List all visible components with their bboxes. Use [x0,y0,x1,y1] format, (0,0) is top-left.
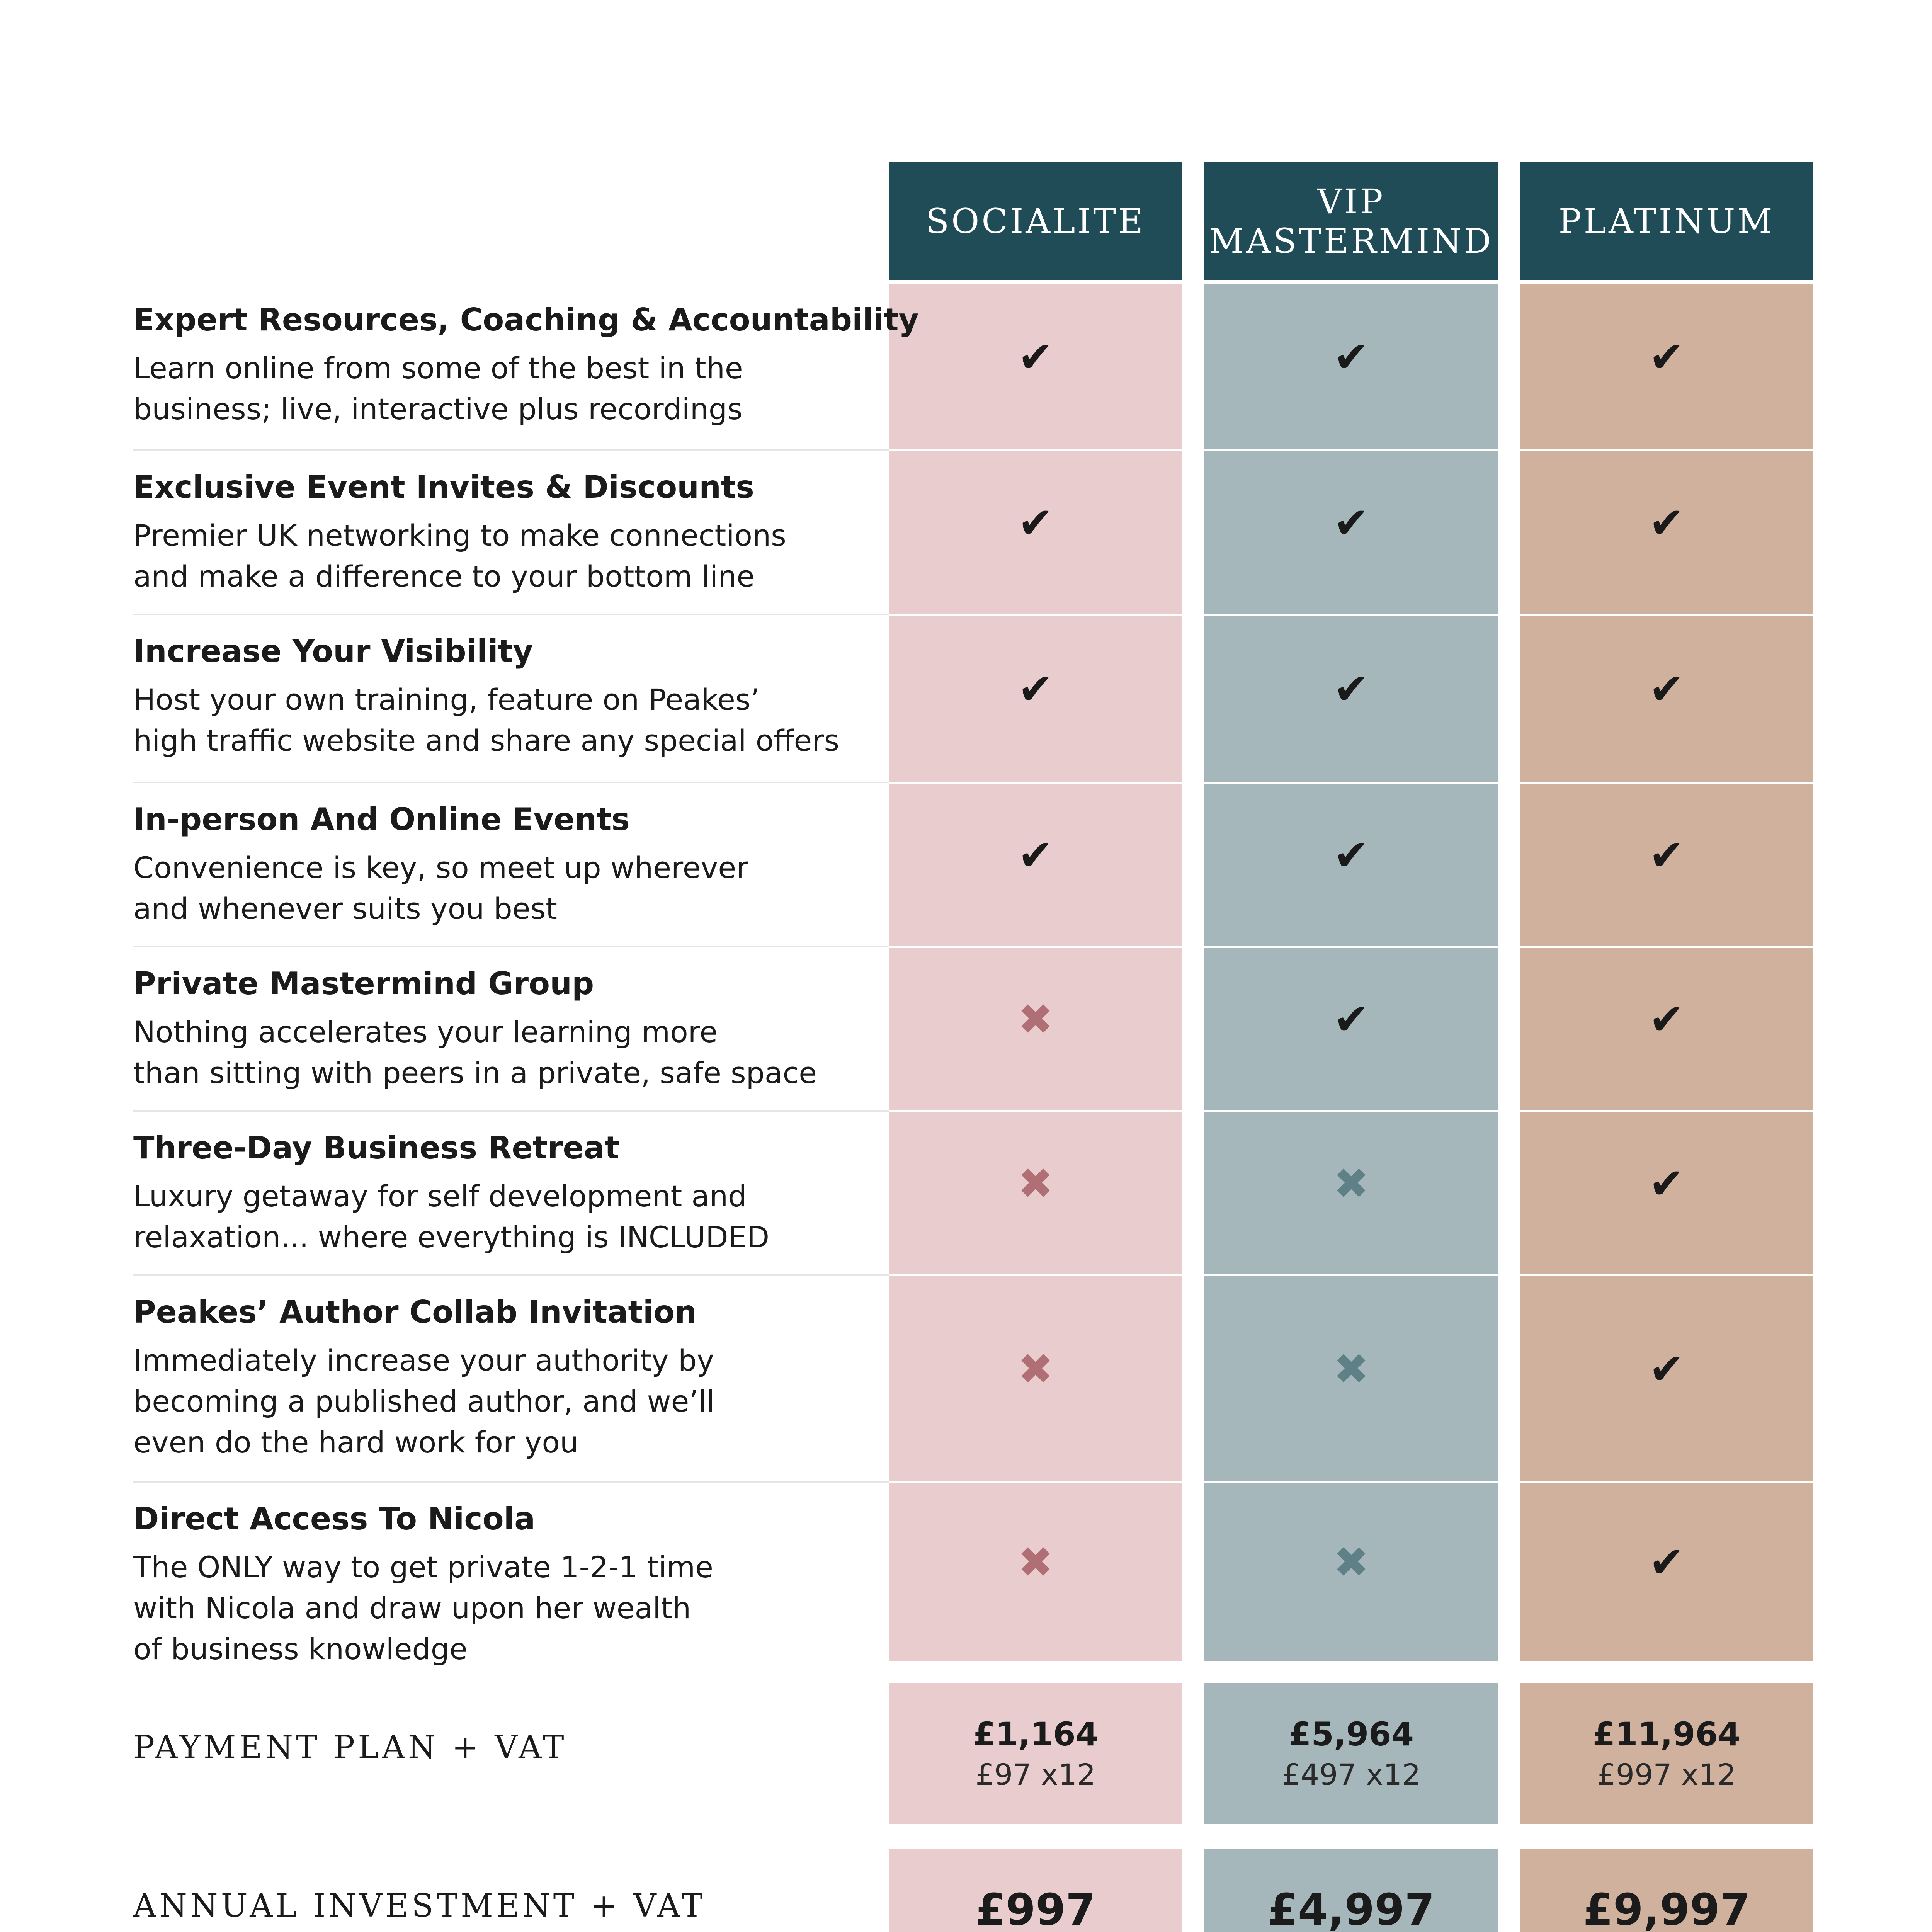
feature-description: The ONLY way to get private 1-2-1 time with Nicola and draw upon her wealth of business knowledge [133,1550,713,1666]
cross-icon: ✖ [1017,1537,1054,1587]
cell-divider [1204,1481,1498,1483]
annual-price-cell: £4,997 [1204,1849,1498,1932]
column-header-vip: VIP MASTERMIND [1204,162,1498,280]
cell-divider [1204,1274,1498,1276]
cell-divider [1204,614,1498,616]
payment-plan-label: PAYMENT PLAN + VAT [133,1729,567,1766]
feature-description: Premier UK networking to make connections and make a difference to your bottom line [133,518,786,594]
cell-divider [889,449,1182,451]
check-icon: ✔ [1648,1159,1685,1208]
column-header-plat: PLATINUM [1520,162,1813,280]
cell-divider [1204,1110,1498,1112]
cell-divider [889,782,1182,784]
cell-divider [1204,782,1498,784]
payment-plan-total: £5,964 [1288,1715,1414,1753]
cell-divider [1204,946,1498,948]
payment-plan-cell [889,1683,1182,1824]
feature-title: Increase Your Visibility [133,633,533,669]
cross-icon: ✖ [1017,995,1054,1044]
check-icon: ✔ [1017,664,1054,714]
feature-title: Exclusive Event Invites & Discounts [133,469,754,505]
check-icon: ✔ [1648,332,1685,382]
check-icon: ✔ [1648,995,1685,1044]
cell-divider [889,1110,1182,1112]
check-icon: ✔ [1648,498,1685,548]
feature-title: Private Mastermind Group [133,966,594,1002]
annual-price-cell: £997 [889,1849,1182,1932]
cell-divider [889,1274,1182,1276]
feature-description: Nothing accelerates your learning more than sitting with peers in a private, safe space [133,1015,817,1090]
cross-icon: ✖ [1333,1344,1369,1394]
cell-divider [1520,614,1813,616]
check-icon: ✔ [1333,664,1369,714]
cross-icon: ✖ [1017,1159,1054,1208]
row-divider [133,782,889,783]
row-divider [133,1110,889,1112]
feature-description: Convenience is key, so meet up wherever and whenever suits you best [133,850,748,926]
cell-divider [1520,946,1813,948]
annual-price-cell: £9,997 [1520,1849,1813,1932]
feature-title: In-person And Online Events [133,801,630,837]
cross-icon: ✖ [1333,1537,1369,1587]
check-icon: ✔ [1648,1344,1685,1394]
check-icon: ✔ [1648,1537,1685,1587]
cell-divider [1520,1481,1813,1483]
check-icon: ✔ [1017,332,1054,382]
feature-description: Host your own training, feature on Peakes’ high traffic website and share any special offers [133,682,840,758]
cell-divider [1520,782,1813,784]
check-icon: ✔ [1333,830,1369,880]
check-icon: ✔ [1333,332,1369,382]
check-icon: ✔ [1648,830,1685,880]
cell-divider [1520,449,1813,451]
payment-plan-total: £1,164 [973,1715,1099,1753]
cell-divider [1520,1274,1813,1276]
cell-divider [889,946,1182,948]
payment-plan-monthly: £997 x12 [1597,1757,1736,1792]
check-icon: ✔ [1017,830,1054,880]
payment-plan-cell [1520,1683,1813,1824]
feature-title: Expert Resources, Coaching & Accountability [133,302,919,338]
column-body-soc [889,284,1182,1661]
cell-divider [889,1481,1182,1483]
feature-description: Luxury getaway for self development and relaxation... where everything is INCLUDED [133,1179,770,1254]
feature-title: Three-Day Business Retreat [133,1130,619,1166]
payment-plan-monthly: £97 x12 [975,1757,1096,1792]
row-divider [133,1274,889,1276]
feature-description: Immediately increase your authority by becoming a published author, and we’ll even do the hard work for you [133,1343,715,1459]
check-icon: ✔ [1648,664,1685,714]
annual-investment-label: ANNUAL INVESTMENT + VAT [133,1888,706,1924]
check-icon: ✔ [1333,995,1369,1044]
feature-title: Direct Access To Nicola [133,1501,536,1537]
cell-divider [889,614,1182,616]
payment-plan-cell [1204,1683,1498,1824]
cell-divider [1520,1110,1813,1112]
row-divider [133,614,889,615]
feature-title: Peakes’ Author Collab Invitation [133,1294,697,1330]
cross-icon: ✖ [1017,1344,1054,1394]
check-icon: ✔ [1017,498,1054,548]
row-divider [133,1481,889,1483]
row-divider [133,449,889,451]
column-header-soc: SOCIALITE [889,162,1182,280]
cross-icon: ✖ [1333,1159,1369,1208]
check-icon: ✔ [1333,498,1369,548]
row-divider [133,946,889,947]
column-body-plat [1520,284,1813,1661]
feature-description: Learn online from some of the best in the business; live, interactive plus recordings [133,351,743,426]
column-body-vip [1204,284,1498,1661]
payment-plan-total: £11,964 [1592,1715,1741,1753]
payment-plan-monthly: £497 x12 [1282,1757,1421,1792]
cell-divider [1204,449,1498,451]
